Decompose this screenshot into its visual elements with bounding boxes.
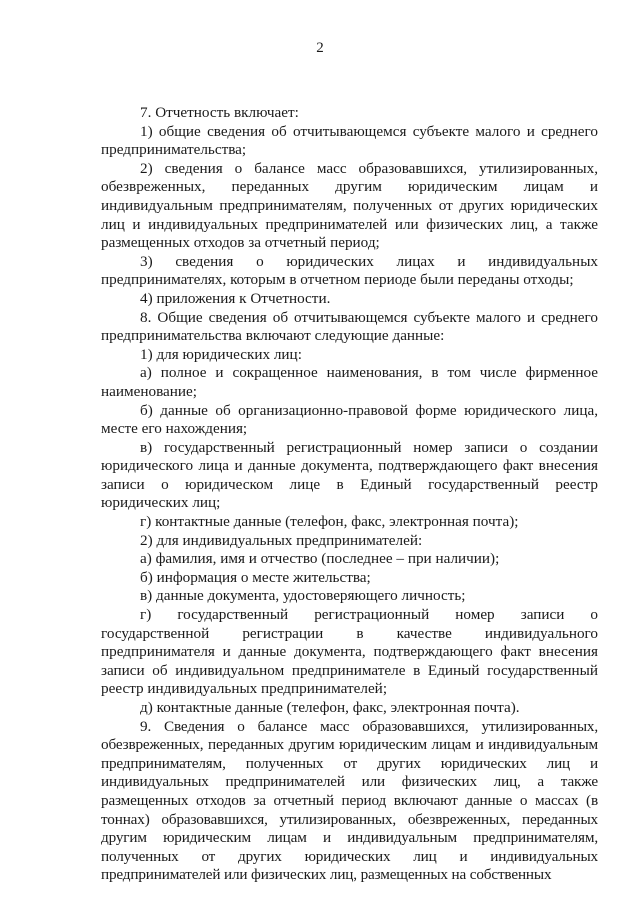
paragraph-8-entrepreneur-b: б) информация о месте жительства;: [140, 568, 371, 586]
paragraph-7-item-2: 2) сведения о балансе масс образовавшихся, утилизированных, обезвреженных, переданных другим юридическим лицам и индивидуальным предпринимателям, полученных от других юридических лиц и индивидуальных предпринимателей или физических лиц, а также размещенных отходов за отчетный период;: [101, 159, 598, 252]
paragraph-8-legal-entities: 1) для юридических лиц:: [140, 345, 302, 363]
paragraph-7-item-1: 1) общие сведения об отчитывающемся субъекте малого и среднего предпринимательства;: [101, 122, 598, 159]
paragraph-8-entrepreneurs: 2) для индивидуальных предпринимателей:: [140, 531, 423, 549]
paragraph-8-entrepreneur-d: г) государственный регистрационный номер записи о государственной регистрации в качестве индивидуального предпринимателя и данные документа, подтверждающего факт внесения записи об индивидуальном предпринимателе в Единый государственный реестр индивидуальных предпринимателей;: [101, 606, 598, 698]
paragraph-7-heading: 7. Отчетность включает:: [140, 104, 299, 121]
paragraph-8-entrepreneur-a: а) фамилия, имя и отчество (последнее – при наличии);: [140, 550, 500, 568]
paragraph-8-heading: 8. Общие сведения об отчитывающемся субъекте малого и среднего предпринимательства включают следующие данные:: [101, 308, 598, 345]
paragraph-8-entrepreneur-e: д) контактные данные (телефон, факс, электронная почта).: [140, 699, 520, 716]
page-number: 2: [316, 40, 324, 56]
paragraph-8-entrepreneur-c: в) данные документа, удостоверяющего личность;: [140, 587, 466, 605]
paragraph-8-legal-c: в) государственный регистрационный номер записи о создании юридического лица и данные документа, подтверждающего факт внесения записи о юридическом лице в Единый государственный реестр юридических лиц;: [101, 438, 598, 512]
document-body: [101, 104, 598, 885]
paragraph-9: 9. Сведения о балансе масс образовавшихся, утилизированных, обезвреженных, переданных другим юридическим лицам и индивидуальным предпринимателям, полученных от других юридических лиц и индивидуальных предпринимателей или физических лиц, а также размещенных отходов за отчетный период включают данные о массах (в тоннах) образовавшихся, утилизированных, обезвреженных, переданных другим юридическим лицам и индивидуальным предпринимателям, полученных от других юридических лиц и индивидуальных предпринимателей или физических лиц, размещенных на собственных: [101, 717, 598, 884]
paragraph-7-item-4: 4) приложения к Отчетности.: [140, 289, 331, 307]
paragraph-8-legal-d: г) контактные данные (телефон, факс, электронная почта);: [140, 513, 519, 531]
paragraph-8-legal-b: б) данные об организационно-правовой форме юридического лица, месте его нахождения;: [101, 401, 598, 438]
paragraph-8-legal-a: а) полное и сокращенное наименования, в том числе фирменное наименование;: [101, 364, 598, 400]
paragraph-7-item-3: 3) сведения о юридических лицах и индивидуальных предпринимателях, которым в отчетном периоде были переданы отходы;: [101, 252, 598, 289]
